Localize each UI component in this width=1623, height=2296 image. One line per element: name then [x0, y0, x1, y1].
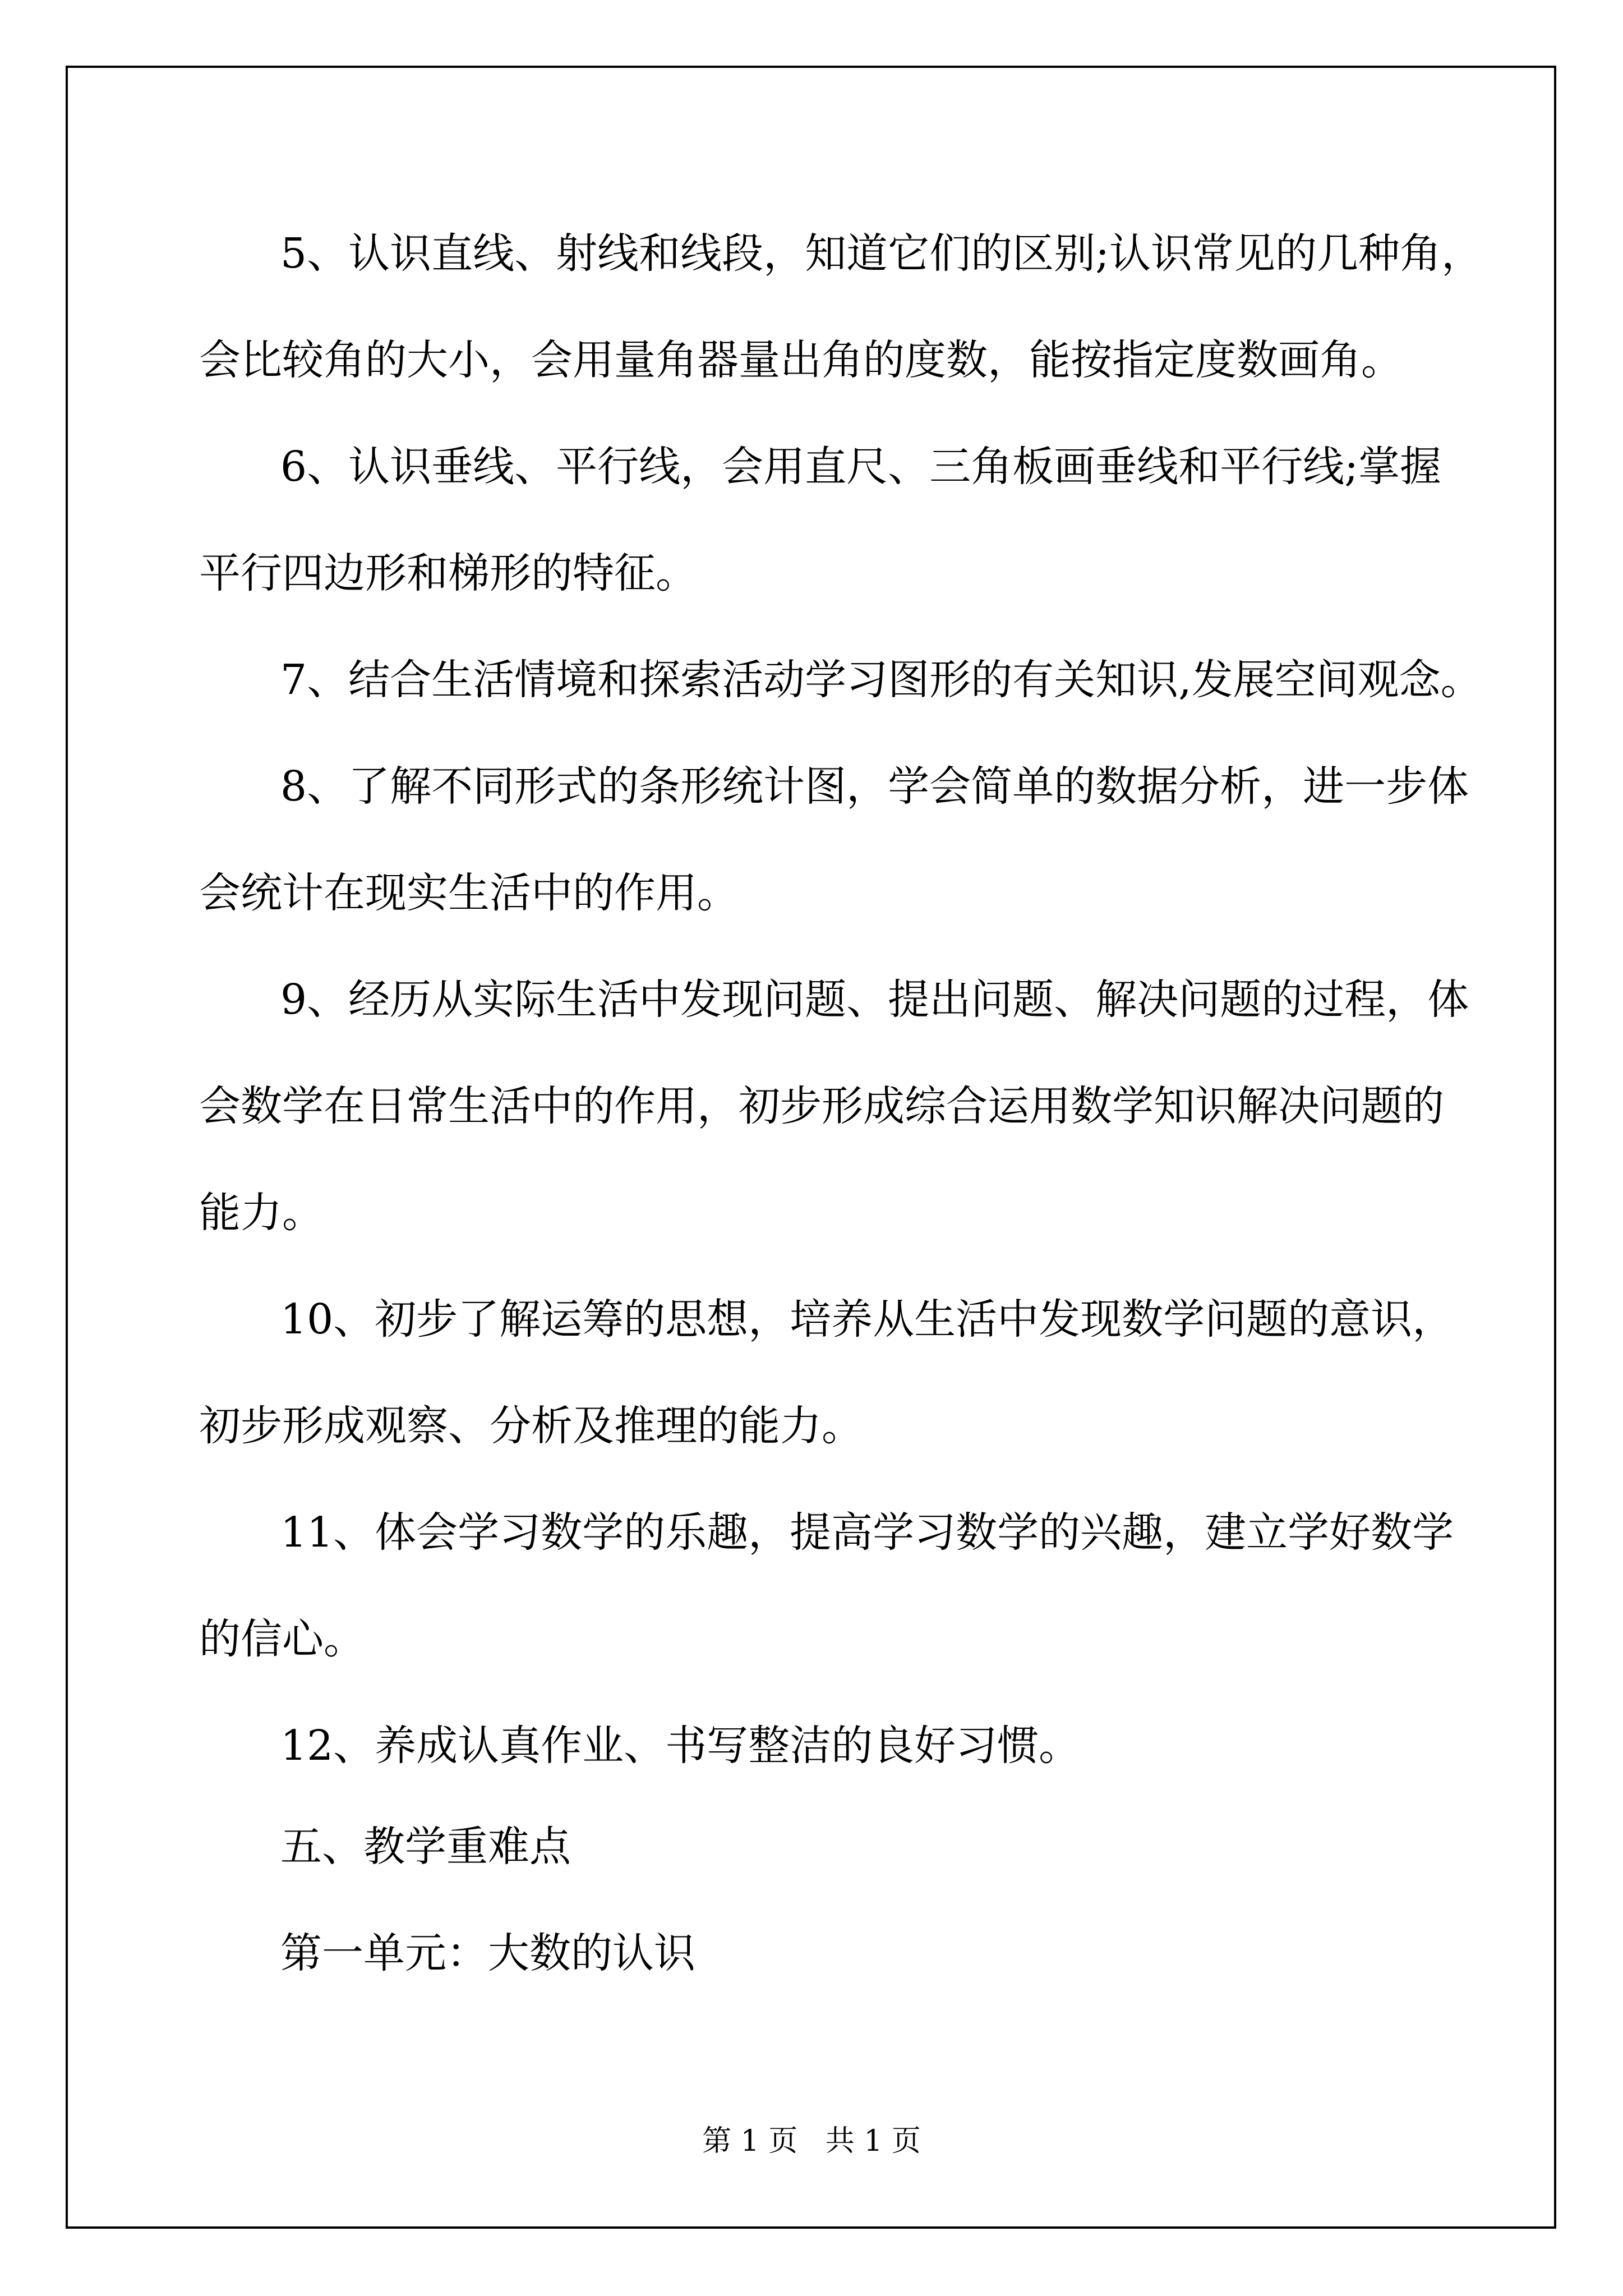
text-line: 会统计在现实生活中的作用。	[199, 869, 739, 917]
text-line: 9、经历从实际生活中发现问题、提出问题、解决问题的过程，体	[280, 976, 1469, 1024]
section-heading: 五、教学重难点	[280, 1823, 571, 1871]
text-line: 7、结合生活情境和探索活动学习图形的有关知识,发展空间观念。	[280, 656, 1482, 704]
text-line: 能力。	[199, 1189, 324, 1237]
text-line: 初步形成观察、分析及推理的能力。	[199, 1402, 863, 1450]
text-line: 12、养成认真作业、书写整洁的良好习惯。	[280, 1722, 1081, 1770]
page-border	[66, 66, 1556, 2229]
text-line: 10、初步了解运筹的思想，培养从生活中发现数学问题的意识，	[280, 1295, 1454, 1343]
unit-heading: 第一单元：大数的认识	[280, 1929, 695, 1977]
page-number-footer: 第 1 页 共 1 页	[702, 2124, 921, 2158]
text-line: 5、认识直线、射线和线段，知道它们的区别;认识常见的几种角，	[280, 229, 1483, 278]
text-line: 会比较角的大小，会用量角器量出角的度数，能按指定度数画角。	[199, 336, 1403, 384]
text-line: 会数学在日常生活中的作用，初步形成综合运用数学知识解决问题的	[199, 1082, 1444, 1130]
text-line: 8、了解不同形式的条形统计图，学会简单的数据分析，进一步体	[280, 762, 1469, 811]
text-line: 6、认识垂线、平行线，会用直尺、三角板画垂线和平行线;掌握	[280, 443, 1442, 491]
text-line: 平行四边形和梯形的特征。	[199, 549, 697, 597]
text-line: 11、体会学习数学的乐趣，提高学习数学的兴趣，建立学好数学	[280, 1508, 1454, 1557]
text-line: 的信心。	[199, 1615, 365, 1663]
